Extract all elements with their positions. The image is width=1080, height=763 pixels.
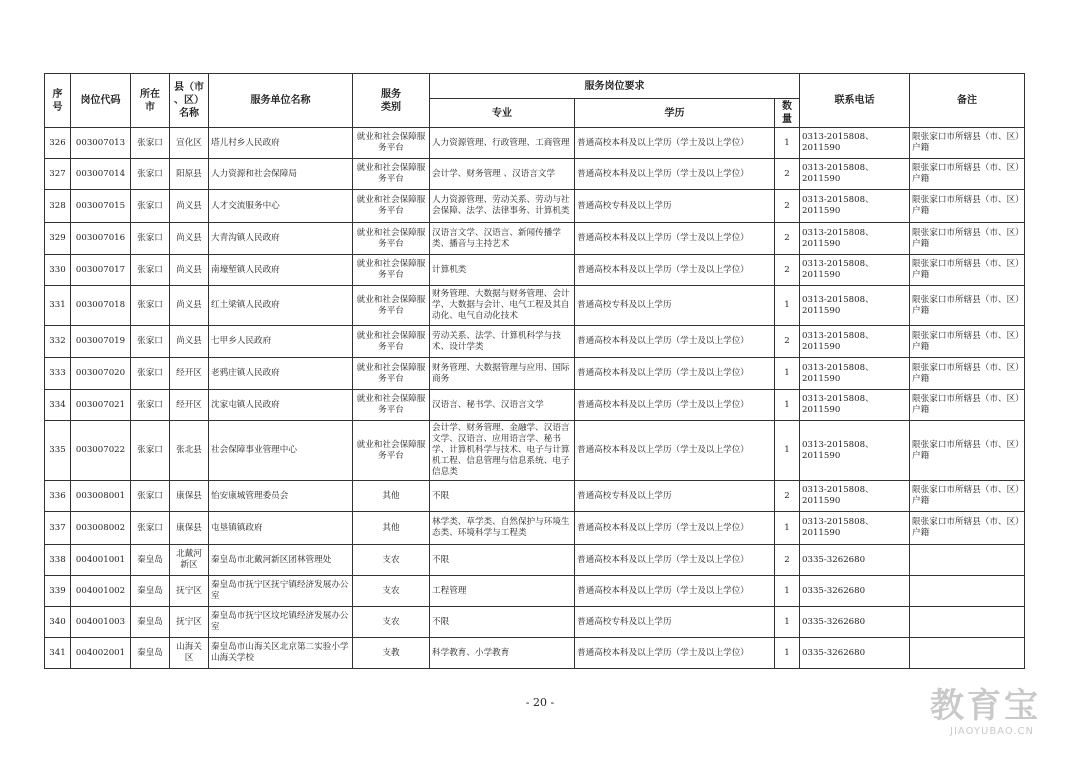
cell-county: 经开区 — [170, 390, 209, 421]
cell-unit: 塔儿村乡人民政府 — [209, 128, 353, 159]
cell-county: 张北县 — [170, 421, 209, 481]
cell-county: 康保县 — [170, 512, 209, 545]
cell-remarks: 限张家口市所辖县（市、区）户籍 — [910, 358, 1025, 390]
cell-phone: 0313-2015808、2011590 — [800, 286, 910, 326]
cell-category: 就业和社会保障服务平台 — [353, 255, 430, 286]
cell-major: 不限 — [430, 607, 575, 638]
cell-remarks: 限张家口市所辖县（市、区）户籍 — [910, 421, 1025, 481]
cell-category: 就业和社会保障服务平台 — [353, 358, 430, 390]
cell-remarks: 限张家口市所辖县（市、区）户籍 — [910, 255, 1025, 286]
cell-count: 1 — [775, 358, 800, 390]
cell-education: 普通高校专科及以上学历 — [575, 286, 775, 326]
cell-county: 阳原县 — [170, 159, 209, 190]
table-row — [45, 545, 1025, 576]
cell-code: 003007015 — [71, 190, 131, 223]
cell-count: 1 — [775, 128, 800, 159]
cell-education: 普通高校本科及以上学历（学士及以上学位） — [575, 576, 775, 607]
cell-count: 1 — [775, 607, 800, 638]
cell-phone: 0313-2015808、2011590 — [800, 421, 910, 481]
cell-education: 普通高校本科及以上学历（学士及以上学位） — [575, 390, 775, 421]
cell-code: 003007014 — [71, 159, 131, 190]
table-row — [45, 607, 1025, 638]
cell-remarks — [910, 607, 1025, 638]
job-table — [44, 73, 1025, 669]
table-row — [45, 255, 1025, 286]
cell-category: 就业和社会保障服务平台 — [353, 190, 430, 223]
cell-seq: 336 — [45, 481, 71, 512]
cell-city: 张家口 — [131, 286, 170, 326]
cell-count: 1 — [775, 421, 800, 481]
cell-city: 秦皇岛 — [131, 576, 170, 607]
cell-education: 普通高校专科及以上学历 — [575, 481, 775, 512]
table-row — [45, 358, 1025, 390]
cell-unit: 红土梁镇人民政府 — [209, 286, 353, 326]
header-city: 所在 市 — [131, 74, 170, 128]
cell-seq: 335 — [45, 421, 71, 481]
cell-unit: 大青沟镇人民政府 — [209, 223, 353, 255]
cell-seq: 332 — [45, 326, 71, 358]
cell-education: 普通高校本科及以上学历（学士及以上学位） — [575, 358, 775, 390]
cell-education: 普通高校本科及以上学历（学士及以上学位） — [575, 638, 775, 669]
header-education: 学历 — [575, 99, 775, 128]
cell-count: 2 — [775, 481, 800, 512]
cell-county: 经开区 — [170, 358, 209, 390]
cell-seq: 334 — [45, 390, 71, 421]
table-row — [45, 638, 1025, 669]
cell-seq: 341 — [45, 638, 71, 669]
cell-category: 就业和社会保障服务平台 — [353, 286, 430, 326]
cell-major: 财务管理、大数据与财务管理、会计学、大数据与会计、电气工程及其自动化、电气自动化技术 — [430, 286, 575, 326]
cell-count: 2 — [775, 326, 800, 358]
cell-remarks: 限张家口市所辖县（市、区）户籍 — [910, 159, 1025, 190]
cell-code: 003008001 — [71, 481, 131, 512]
cell-major: 财务管理、大数据管理与应用、国际商务 — [430, 358, 575, 390]
cell-seq: 331 — [45, 286, 71, 326]
cell-city: 张家口 — [131, 255, 170, 286]
cell-major: 不限 — [430, 481, 575, 512]
cell-phone: 0335-3262680 — [800, 545, 910, 576]
page-number: - 20 - — [525, 696, 555, 709]
cell-code: 003007020 — [71, 358, 131, 390]
cell-category: 支教 — [353, 638, 430, 669]
cell-phone: 0313-2015808、2011590 — [800, 255, 910, 286]
cell-code: 003008002 — [71, 512, 131, 545]
cell-count: 2 — [775, 190, 800, 223]
cell-seq: 340 — [45, 607, 71, 638]
cell-city: 张家口 — [131, 223, 170, 255]
cell-seq: 330 — [45, 255, 71, 286]
cell-city: 张家口 — [131, 512, 170, 545]
table-row — [45, 286, 1025, 326]
cell-phone: 0313-2015808、2011590 — [800, 159, 910, 190]
cell-count: 1 — [775, 576, 800, 607]
cell-city: 秦皇岛 — [131, 607, 170, 638]
cell-county: 康保县 — [170, 481, 209, 512]
table-row — [45, 512, 1025, 545]
cell-category: 支农 — [353, 576, 430, 607]
cell-education: 普通高校本科及以上学历（学士及以上学位） — [575, 512, 775, 545]
header-unit: 服务单位名称 — [209, 74, 353, 128]
cell-county: 尚义县 — [170, 190, 209, 223]
cell-county: 抚宁区 — [170, 576, 209, 607]
cell-city: 秦皇岛 — [131, 545, 170, 576]
table-row — [45, 481, 1025, 512]
cell-unit: 沈家屯镇人民政府 — [209, 390, 353, 421]
cell-seq: 326 — [45, 128, 71, 159]
cell-code: 003007018 — [71, 286, 131, 326]
watermark-text: 教育宝 — [930, 686, 1041, 726]
cell-seq: 333 — [45, 358, 71, 390]
cell-category: 就业和社会保障服务平台 — [353, 128, 430, 159]
cell-education: 普通高校专科及以上学历 — [575, 607, 775, 638]
table-row — [45, 421, 1025, 481]
cell-seq: 328 — [45, 190, 71, 223]
cell-unit: 七甲乡人民政府 — [209, 326, 353, 358]
cell-city: 秦皇岛 — [131, 638, 170, 669]
watermark-url: JIAOYUBAO.CN — [950, 726, 1034, 737]
cell-remarks: 限张家口市所辖县（市、区）户籍 — [910, 512, 1025, 545]
cell-seq: 327 — [45, 159, 71, 190]
cell-seq: 339 — [45, 576, 71, 607]
cell-education: 普通高校本科及以上学历（学士及以上学位） — [575, 421, 775, 481]
cell-remarks — [910, 638, 1025, 669]
cell-unit: 南壕堑镇人民政府 — [209, 255, 353, 286]
cell-count: 1 — [775, 286, 800, 326]
cell-remarks: 限张家口市所辖县（市、区）户籍 — [910, 128, 1025, 159]
cell-major: 人力资源管理、劳动关系、劳动与社会保障、法学、法律事务、计算机类 — [430, 190, 575, 223]
header-county: 县（市 、区） 名称 — [170, 74, 209, 128]
cell-major: 不限 — [430, 545, 575, 576]
cell-phone: 0313-2015808、2011590 — [800, 512, 910, 545]
cell-county: 尚义县 — [170, 223, 209, 255]
cell-category: 其他 — [353, 512, 430, 545]
cell-remarks: 限张家口市所辖县（市、区）户籍 — [910, 481, 1025, 512]
cell-code: 004001003 — [71, 607, 131, 638]
cell-code: 004002001 — [71, 638, 131, 669]
cell-education: 普通高校本科及以上学历（学士及以上学位） — [575, 545, 775, 576]
cell-category: 就业和社会保障服务平台 — [353, 159, 430, 190]
cell-code: 003007019 — [71, 326, 131, 358]
cell-major: 会计学、财务管理、金融学、汉语言文学、汉语言、应用语言学、秘书学、计算机科学与技术、电子与计算机工程、信息管理与信息系统、电子信息类 — [430, 421, 575, 481]
cell-unit: 秦皇岛市抚宁区坟坨镇经济发展办公室 — [209, 607, 353, 638]
cell-category: 就业和社会保障服务平台 — [353, 223, 430, 255]
cell-unit: 人才交流服务中心 — [209, 190, 353, 223]
cell-unit: 人力资源和社会保障局 — [209, 159, 353, 190]
cell-count: 2 — [775, 159, 800, 190]
cell-unit: 秦皇岛市北戴河新区团林管理处 — [209, 545, 353, 576]
cell-category: 就业和社会保障服务平台 — [353, 390, 430, 421]
cell-county: 尚义县 — [170, 255, 209, 286]
cell-category: 就业和社会保障服务平台 — [353, 421, 430, 481]
cell-city: 张家口 — [131, 128, 170, 159]
cell-code: 003007022 — [71, 421, 131, 481]
cell-category: 就业和社会保障服务平台 — [353, 326, 430, 358]
cell-city: 张家口 — [131, 326, 170, 358]
cell-major: 汉语言文学、汉语言、新闻传播学类、播音与主持艺术 — [430, 223, 575, 255]
cell-city: 张家口 — [131, 421, 170, 481]
cell-education: 普通高校本科及以上学历（学士及以上学位） — [575, 326, 775, 358]
cell-city: 张家口 — [131, 190, 170, 223]
table-row — [45, 159, 1025, 190]
cell-seq: 337 — [45, 512, 71, 545]
cell-code: 004001002 — [71, 576, 131, 607]
header-requirements: 服务岗位要求 — [430, 74, 800, 99]
cell-category: 支农 — [353, 607, 430, 638]
cell-code: 003007016 — [71, 223, 131, 255]
table-row — [45, 576, 1025, 607]
cell-unit: 怡安康城管理委员会 — [209, 481, 353, 512]
cell-phone: 0335-3262680 — [800, 576, 910, 607]
cell-phone: 0313-2015808、2011590 — [800, 481, 910, 512]
cell-phone: 0335-3262680 — [800, 607, 910, 638]
cell-major: 会计学、财务管理 、汉语言文学 — [430, 159, 575, 190]
cell-major: 工程管理 — [430, 576, 575, 607]
header-category: 服务 类别 — [353, 74, 430, 128]
header-code: 岗位代码 — [71, 74, 131, 128]
table-row — [45, 223, 1025, 255]
cell-education: 普通高校本科及以上学历（学士及以上学位） — [575, 159, 775, 190]
cell-remarks: 限张家口市所辖县（市、区）户籍 — [910, 390, 1025, 421]
cell-count: 1 — [775, 512, 800, 545]
cell-code: 004001001 — [71, 545, 131, 576]
cell-remarks — [910, 576, 1025, 607]
cell-education: 普通高校本科及以上学历（学士及以上学位） — [575, 255, 775, 286]
cell-category: 其他 — [353, 481, 430, 512]
cell-phone: 0313-2015808、2011590 — [800, 326, 910, 358]
header-phone: 联系电话 — [800, 74, 910, 128]
cell-phone: 0313-2015808、2011590 — [800, 390, 910, 421]
cell-remarks — [910, 545, 1025, 576]
cell-phone: 0313-2015808、2011590 — [800, 358, 910, 390]
cell-major: 林学类、草学类、自然保护与环境生态类、环境科学与工程类 — [430, 512, 575, 545]
cell-unit: 屯垦镇镇政府 — [209, 512, 353, 545]
cell-phone: 0313-2015808、2011590 — [800, 128, 910, 159]
cell-county: 北戴河新区 — [170, 545, 209, 576]
cell-city: 张家口 — [131, 159, 170, 190]
cell-city: 张家口 — [131, 390, 170, 421]
cell-remarks: 限张家口市所辖县（市、区）户籍 — [910, 223, 1025, 255]
cell-major: 汉语言、秘书学、汉语言文学 — [430, 390, 575, 421]
cell-city: 张家口 — [131, 358, 170, 390]
header-count: 数 量 — [775, 99, 800, 128]
table-row — [45, 128, 1025, 159]
cell-seq: 338 — [45, 545, 71, 576]
cell-county: 宣化区 — [170, 128, 209, 159]
cell-major: 劳动关系、法学、计算机科学与技术、设计学类 — [430, 326, 575, 358]
header-seq: 序 号 — [45, 74, 71, 128]
cell-phone: 0313-2015808、2011590 — [800, 223, 910, 255]
cell-code: 003007013 — [71, 128, 131, 159]
table-row — [45, 190, 1025, 223]
table-body — [45, 128, 1025, 669]
cell-remarks: 限张家口市所辖县（市、区）户籍 — [910, 326, 1025, 358]
cell-seq: 329 — [45, 223, 71, 255]
cell-category: 支农 — [353, 545, 430, 576]
cell-phone: 0335-3262680 — [800, 638, 910, 669]
table-header — [45, 74, 1025, 128]
header-remarks: 备注 — [910, 74, 1025, 128]
cell-remarks: 限张家口市所辖县（市、区）户籍 — [910, 286, 1025, 326]
header-major: 专业 — [430, 99, 575, 128]
cell-remarks: 限张家口市所辖县（市、区）户籍 — [910, 190, 1025, 223]
cell-count: 2 — [775, 545, 800, 576]
cell-unit: 秦皇岛市山海关区北京第二实验小学山海关学校 — [209, 638, 353, 669]
cell-count: 2 — [775, 255, 800, 286]
cell-unit: 社会保障事业管理中心 — [209, 421, 353, 481]
cell-education: 普通高校专科及以上学历 — [575, 190, 775, 223]
cell-county: 抚宁区 — [170, 607, 209, 638]
cell-unit: 秦皇岛市抚宁区抚宁镇经济发展办公室 — [209, 576, 353, 607]
cell-major: 人力资源管理、行政管理、工商管理 — [430, 128, 575, 159]
cell-count: 2 — [775, 223, 800, 255]
cell-code: 003007017 — [71, 255, 131, 286]
cell-code: 003007021 — [71, 390, 131, 421]
watermark-logo — [930, 686, 1068, 746]
cell-education: 普通高校本科及以上学历（学士及以上学位） — [575, 128, 775, 159]
cell-city: 张家口 — [131, 481, 170, 512]
cell-unit: 老鸦庄镇人民政府 — [209, 358, 353, 390]
cell-education: 普通高校本科及以上学历（学士及以上学位） — [575, 223, 775, 255]
cell-major: 计算机类 — [430, 255, 575, 286]
cell-county: 尚义县 — [170, 286, 209, 326]
cell-phone: 0313-2015808、2011590 — [800, 190, 910, 223]
cell-count: 1 — [775, 390, 800, 421]
cell-major: 科学教育、小学教育 — [430, 638, 575, 669]
cell-count: 1 — [775, 638, 800, 669]
table-row — [45, 390, 1025, 421]
cell-county: 山海关区 — [170, 638, 209, 669]
cell-county: 尚义县 — [170, 326, 209, 358]
table-row — [45, 326, 1025, 358]
